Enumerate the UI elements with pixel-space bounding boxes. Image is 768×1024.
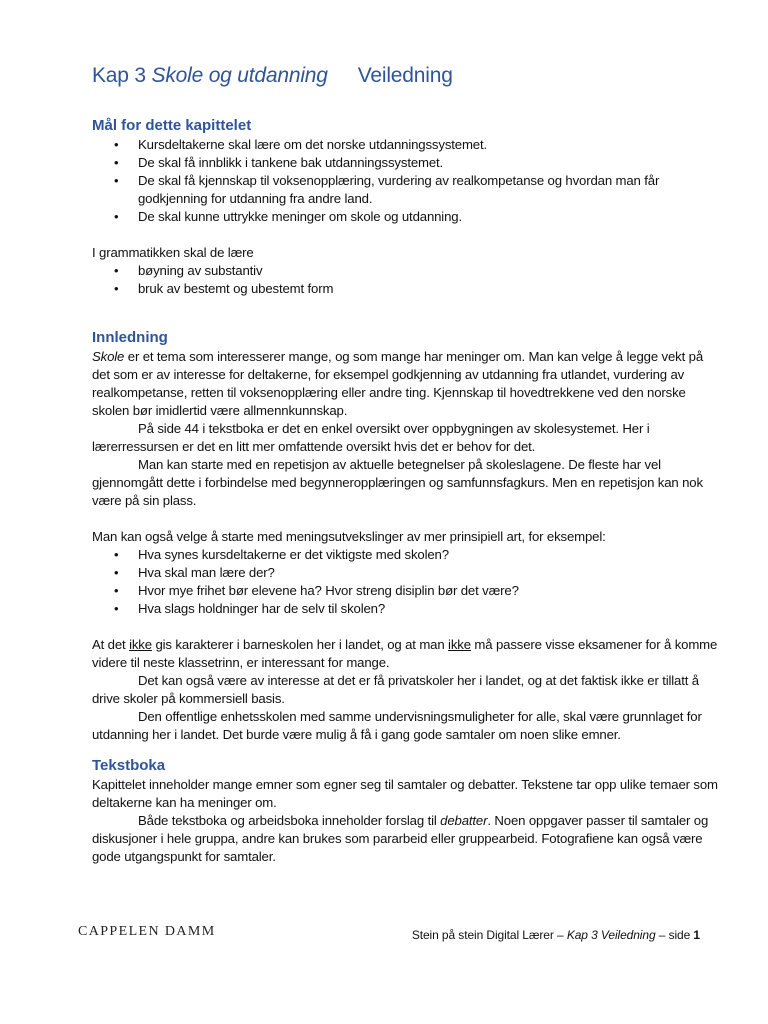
list-item: • De skal kunne uttrykke meninger om skole og utdanning.: [138, 208, 722, 226]
intro-italic-word: Skole: [92, 349, 125, 364]
textbook-heading: Tekstboka: [92, 757, 166, 774]
questions-list: [92, 546, 722, 618]
intro-paragraph-1: Skole er et tema som interesserer mange, og som mange har meninger om. Man kan velge å legge vekt på det som er av interesse for deltakerne, for eksempel godkjenning av utdanning fra utlandet, vurdering av realkompetanse, retten til voksenopplæring eller andre ting. Kjennskap til hovedtrekkene ved den norske skolen bør imidlertid være allmennkunnskap.: [92, 349, 704, 418]
intro-heading: Innledning: [92, 329, 168, 346]
title-prefix: Kap 3: [92, 64, 146, 87]
textbook-paragraph-2: Både tekstboka og arbeidsboka inneholder forslag til debatter. Noen oppgaver passer til samtaler og diskusjoner i hele gruppa, andre kan brukes som pararbeid eller gruppearbeid. Fotografiene kan også være gode utgangspunkt for samtaler.: [92, 813, 709, 864]
list-item: • Hva slags holdninger har de selv til skolen?: [138, 600, 722, 618]
intro-paragraph-6: Det kan også være av interesse at det er få privatskoler her i landet, og at det faktisk ikke er tillatt å drive skoler på kommersiell basis.: [92, 673, 699, 706]
list-item: • De skal få innblikk i tankene bak utdanningssystemet.: [138, 154, 722, 172]
intro-paragraph-4: Man kan også velge å starte med meningsutvekslinger av mer prinsipiell art, for eksempel:: [92, 529, 606, 544]
grammar-list: [92, 262, 722, 298]
grammar-intro: I grammatikken skal de lære: [92, 245, 254, 260]
list-item: • Hva synes kursdeltakerne er det viktigste med skolen?: [138, 546, 722, 564]
goals-list: [92, 136, 722, 226]
document-page: [92, 62, 722, 866]
title-italic: Skole og utdanning: [151, 64, 328, 87]
page-number: 1: [693, 928, 700, 942]
intro-paragraph-2: På side 44 i tekstboka er det en enkel oversikt over oppbygningen av skolesystemet. Her i lærerressursen er det en litt mer omfattende oversikt hvis det er behov for det.: [92, 421, 650, 454]
publisher-logo: CAPPELEN DAMM: [78, 924, 216, 939]
list-item: • bruk av bestemt og ubestemt form: [138, 280, 722, 298]
title-suffix: Veiledning: [357, 64, 453, 87]
intro-paragraph-3: Man kan starte med en repetisjon av aktuelle betegnelser på skoleslagene. De fleste har vel gjennomgått dette i forbindelse med begynneropplæringen og samfunnsfagkurs. Men en repetisjon kan nok være på sin plass.: [92, 457, 703, 508]
page-footer: [78, 922, 700, 946]
list-item: • Kursdeltakerne skal lære om det norske utdanningssystemet.: [138, 136, 722, 154]
list-item: • bøyning av substantiv: [138, 262, 722, 280]
intro-paragraph-7: Den offentlige enhetsskolen med samme undervisningsmuligheter for alle, skal være grunnlaget for utdanning her i landet. Det burde være mulig å få i gang gode samtaler om noen slike emner.: [92, 709, 702, 742]
intro-paragraph-5: At det ikke gis karakterer i barneskolen her i landet, og at man ikke må passere visse eksamener for å komme videre til neste klassetrinn, er interessant for mange.: [92, 637, 718, 670]
list-item: • Hva skal man lære der?: [138, 564, 722, 582]
list-item: • De skal få kjennskap til voksenopplæring, vurdering av realkompetanse og hvordan man får godkjenning for utdanning fra andre land.: [138, 172, 722, 208]
list-item: • Hvor mye frihet bør elevene ha? Hvor streng disiplin bør det være?: [138, 582, 722, 600]
footer-text: Stein på stein Digital Lærer – Kap 3 Veiledning – side 1: [411, 928, 700, 942]
page-title: [92, 62, 722, 90]
textbook-paragraph-1: Kapittelet inneholder mange emner som egner seg til samtaler og debatter. Tekstene tar opp ulike temaer som deltakerne kan ha meninger om.: [92, 777, 718, 810]
goals-heading: Mål for dette kapittelet: [92, 117, 252, 134]
